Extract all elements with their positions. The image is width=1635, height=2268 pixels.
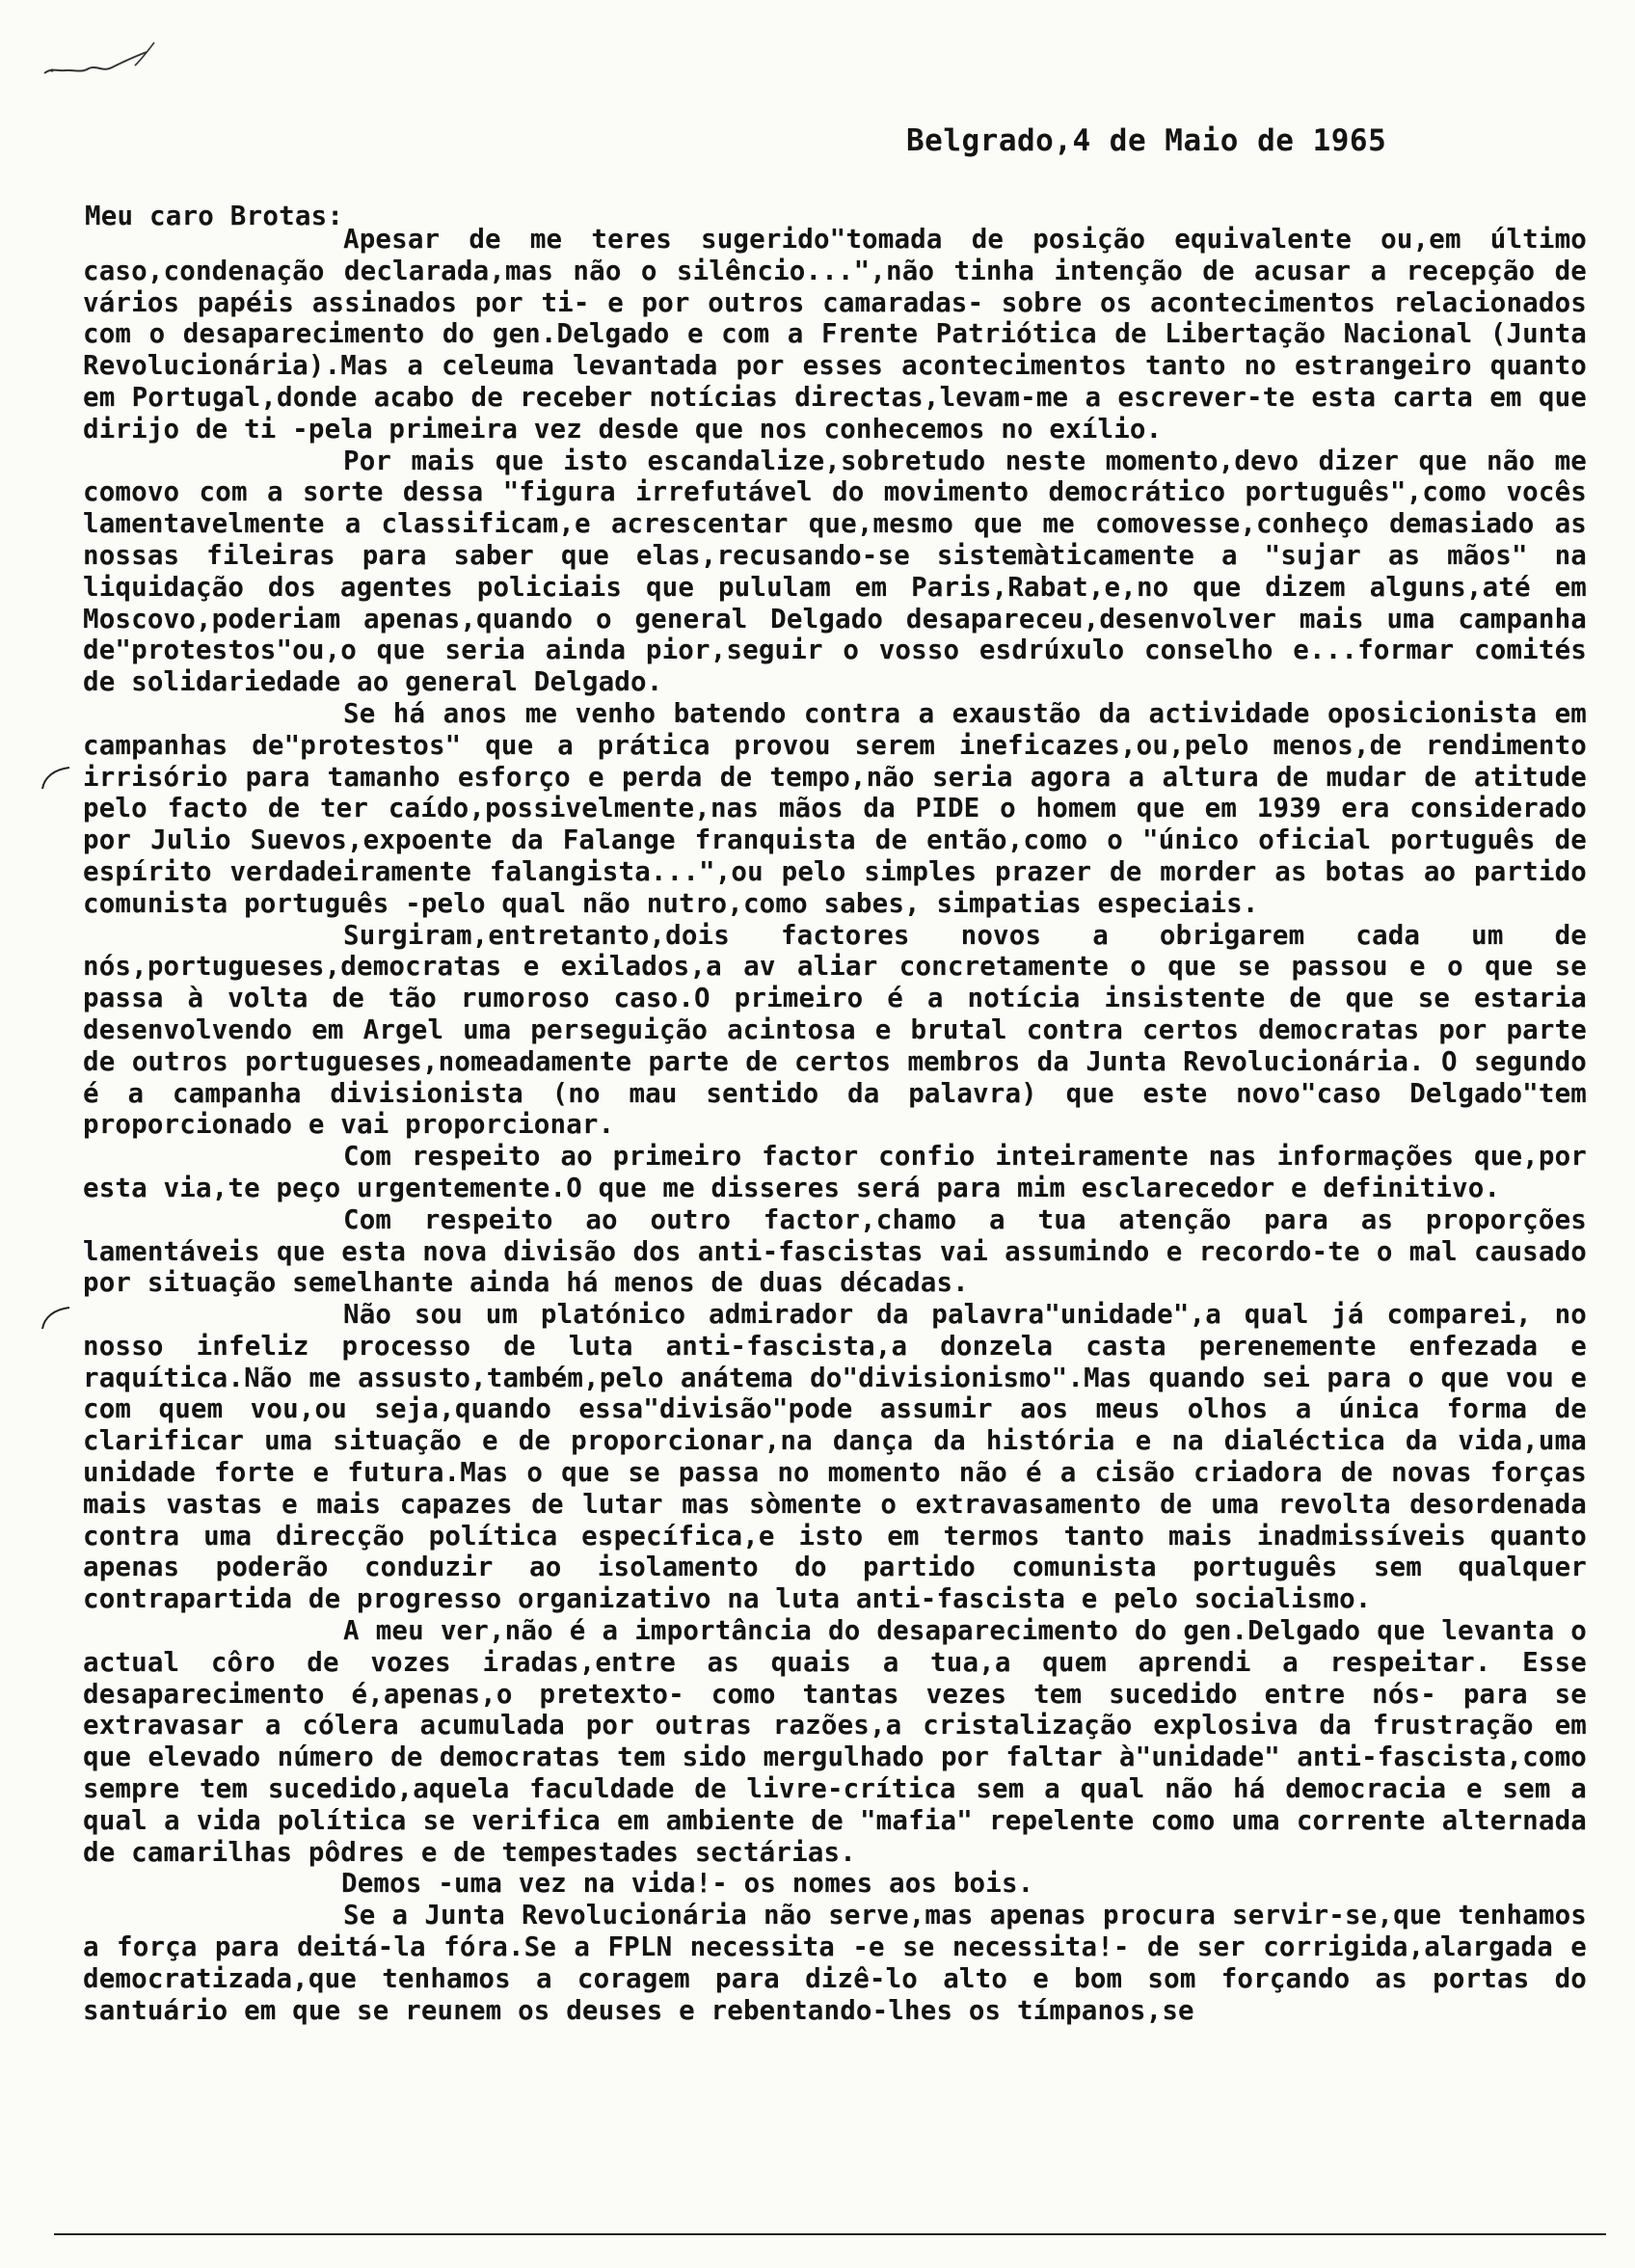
paragraph: Não sou um platónico admirador da palavra"unidade",a qual já comparei, no nosso infeliz processo de luta anti-fascista,a donzela casta perenemente enfezada e raquítica.Não me assusto,também,pelo anátema do"divisionismo".Mas quando sei para o que vou e com quem vou,ou seja,quando essa"divisão"pode assumir aos meus olhos a única forma de clarificar uma situação e de proporcionar,na dança da história e na dialéctica da vida,uma unidade forte e futura.Mas o que se passa no momento não é a cisão criadora de novas forças mais vastas e mais capazes de lutar mas sòmente o extravasamento de uma revolta desordenada contra uma direcção política específica,e isto em termos tanto mais inadmissíveis quanto apenas poderão conduzir ao isolamento do partido comunista português sem qualquer contrapartida de progresso organizativo na luta anti-fascista e pelo socialismo. (83, 1299, 1587, 1615)
paragraph: Com respeito ao primeiro factor confio inteiramente nas informações que,por esta via,te peço urgentemente.O que me disseres será para mim esclarecedor e definitivo. (83, 1141, 1587, 1203)
paragraph: Demos -uma vez na vida!- os nomes aos bois. (341, 1868, 1034, 1900)
date-line: Belgrado,4 de Maio de 1965 (906, 123, 1387, 158)
paragraph: Com respeito ao outro factor,chamo a tua atenção para as proporções lamentáveis que esta nova divisão dos anti-fascistas vai assumindo e recordo-te o mal causado por situação semelhante ainda há menos de duas décadas. (83, 1203, 1587, 1299)
paragraph: A meu ver,não é a importância do desaparecimento do gen.Delgado que levanta o actual côro de vozes iradas,entre as quais a tua,a quem aprendi a respeitar. Esse desaparecimento é,apenas,o pretexto- como tantas vezes tem sucedido entre nós- para se extravasar a cólera acumulada por outras razões,a cristalização explosiva da frustração em que elevado número de democratas tem sido mergulhado por faltar à"unidade" anti-fascista,como sempre tem sucedido,aquela faculdade de livre-crítica sem a qual não há democracia e sem a qual a vida política se verifica em ambiente de "mafia" repelente como uma corrente alternada de camarilhas pôdres e de tempestades sectárias. (83, 1615, 1587, 1868)
salutation: Meu caro Brotas: (85, 201, 344, 231)
letter-body (83, 224, 1587, 2026)
paragraph: Surgiram,entretanto,dois factores novos a obrigarem cada um de nós,portugueses,democratas e exilados,a av aliar concretamente o que se passou e o que se passa à volta de tão rumoroso caso.O primeiro é a notícia insistente de que se estaria desenvolvendo em Argel uma perseguição acintosa e brutal contra certos democratas por parte de outros portugueses,nomeadamente parte de certos membros da Junta Revolucionária. O segundo é a campanha divisionista (no mau sentido da palavra) que este novo"caso Delgado"tem proporcionado e vai proporcionar. (83, 919, 1587, 1141)
margin-tick-mark (39, 764, 73, 793)
paragraph: Se a Junta Revolucionária não serve,mas apenas procura servir-se,que tenhamos a força para deitá-la fóra.Se a FPLN necessita -e se necessita!- de ser corrigida,alargada e democratizada,que tenhamos a coragem para dizê-lo alto e bom som forçando as portas do santuário em que se reunem os deuses e rebentando-lhes os tímpanos,se (83, 1900, 1587, 2026)
margin-tick-mark (39, 1304, 73, 1333)
bottom-edge-line (54, 2233, 1606, 2235)
paragraph: Apesar de me teres sugerido"tomada de posição equivalente ou,em último caso,condenação declarada,mas não o silêncio...",não tinha intenção de acusar a recepção de vários papéis assinados por ti- e por outros camaradas- sobre os acontecimentos relacionados com o desaparecimento do gen.Delgado e com a Frente Patriótica de Libertação Nacional (Junta Revolucionária).Mas a celeuma levantada por esses acontecimentos tanto no estrangeiro quanto em Portugal,donde acabo de receber notícias directas,levam-me a escrever-te esta carta em que dirijo de ti -pela primeira vez desde que nos conhecemos no exílio. (83, 224, 1587, 445)
pen-scribble-mark (39, 39, 164, 87)
paragraph: Por mais que isto escandalize,sobretudo neste momento,devo dizer que não me comovo com a sorte dessa "figura irrefutável do movimento democrático português",como vocês lamentavelmente a classificam,e acrescentar que,mesmo que me comovesse,conheço demasiado as nossas fileiras para saber que elas,recusando-se sistemàticamente a "sujar as mãos" na liquidação dos agentes policiais que pululam em Paris,Rabat,e,no que dizem alguns,até em Moscovo,poderiam apenas,quando o general Delgado desapareceu,desenvolver mais uma campanha de"protestos"ou,o que seria ainda pior,seguir o vosso esdrúxulo conselho e...formar comités de solidariedade ao general Delgado. (83, 445, 1587, 698)
paragraph: Se há anos me venho batendo contra a exaustão da actividade oposicionista em campanhas de"protestos" que a prática provou serem ineficazes,ou,pelo menos,de rendimento irrisório para tamanho esforço e perda de tempo,não seria agora a altura de mudar de atitude pelo facto de ter caído,possivelmente,nas mãos da PIDE o homem que em 1939 era considerado por Julio Suevos,expoente da Falange franquista de então,como o "único oficial português de espírito verdadeiramente falangista...",ou pelo simples prazer de morder as botas ao partido comunista português -pelo qual não nutro,como sabes, simpatias especiais. (83, 697, 1587, 919)
